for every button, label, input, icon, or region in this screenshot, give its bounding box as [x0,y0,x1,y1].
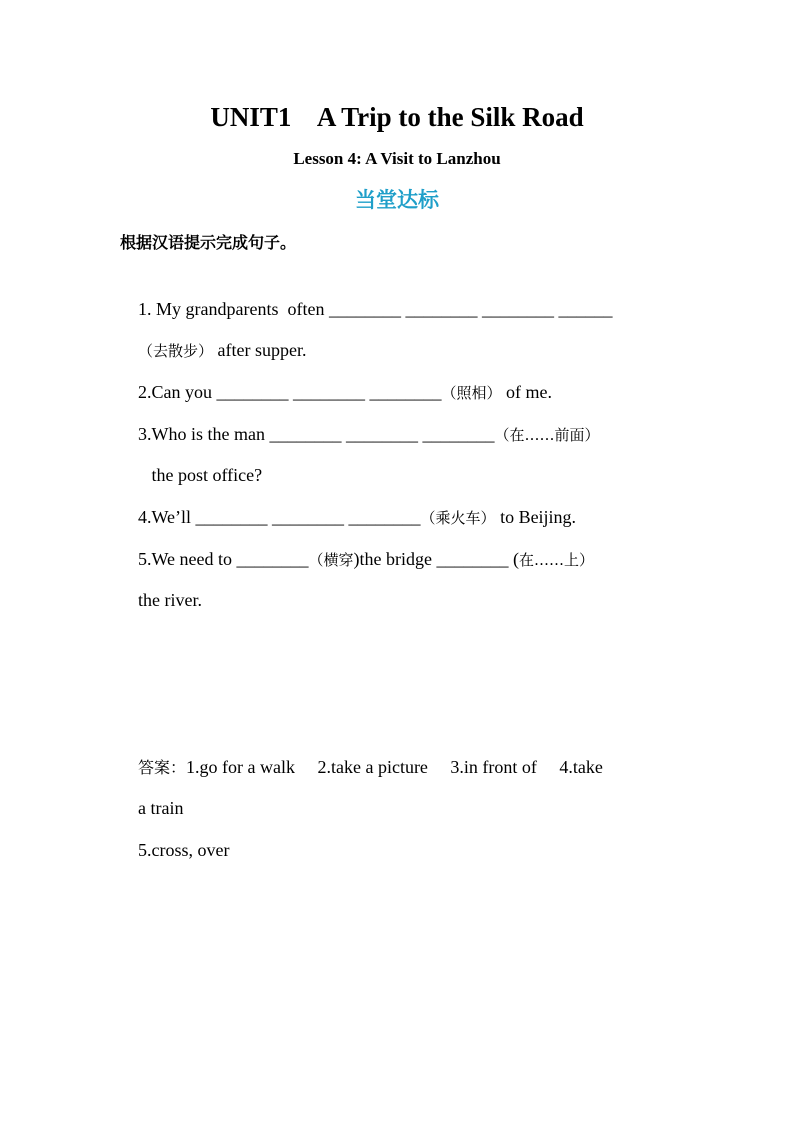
answer-text: 1.go for a walk 2.take a picture 3.in front of 4.take [186,757,603,777]
chinese-hint: 在……上） [519,551,595,569]
answer-line-3 [120,814,229,886]
chinese-hint: （乘火车） [420,509,496,527]
unit-title: UNIT1 A Trip to the Silk Road [210,102,584,132]
chinese-hint: （去散步） [138,342,214,360]
question-text: the river. [138,590,202,610]
lesson-subtitle: Lesson 4: A Visit to Lanzhou [293,149,501,168]
chinese-hint: （在……前面） [494,426,600,444]
section-heading: 当堂达标 [355,188,439,212]
question-text: 3.Who is the man ________ ________ ________ [138,424,495,444]
question-5-line-2 [120,564,202,636]
chinese-hint: （照相） [441,384,502,402]
answer-line-1 [120,731,603,804]
question-text: of me. [501,382,552,402]
answer-label: 答案： [138,758,187,777]
question-text: 1. My grandparents often ________ ________ ________ ______ [138,299,613,319]
question-text: 4.We’ll ________ ________ ________ [138,507,421,527]
question-text: 5.We need to ________ [138,549,309,569]
question-text: to Beijing. [495,507,577,527]
instruction-text: 根据汉语提示完成句子。 [120,233,297,252]
answer-text: a train [138,798,184,818]
question-text: )the bridge ________ ( [353,549,520,569]
question-text: the post office? [138,465,263,485]
answer-text: 5.cross, over [138,840,230,860]
chinese-hint: （横穿 [308,551,354,569]
question-text: after supper. [213,340,307,360]
question-text: 2.Can you ________ ________ ________ [138,382,442,402]
